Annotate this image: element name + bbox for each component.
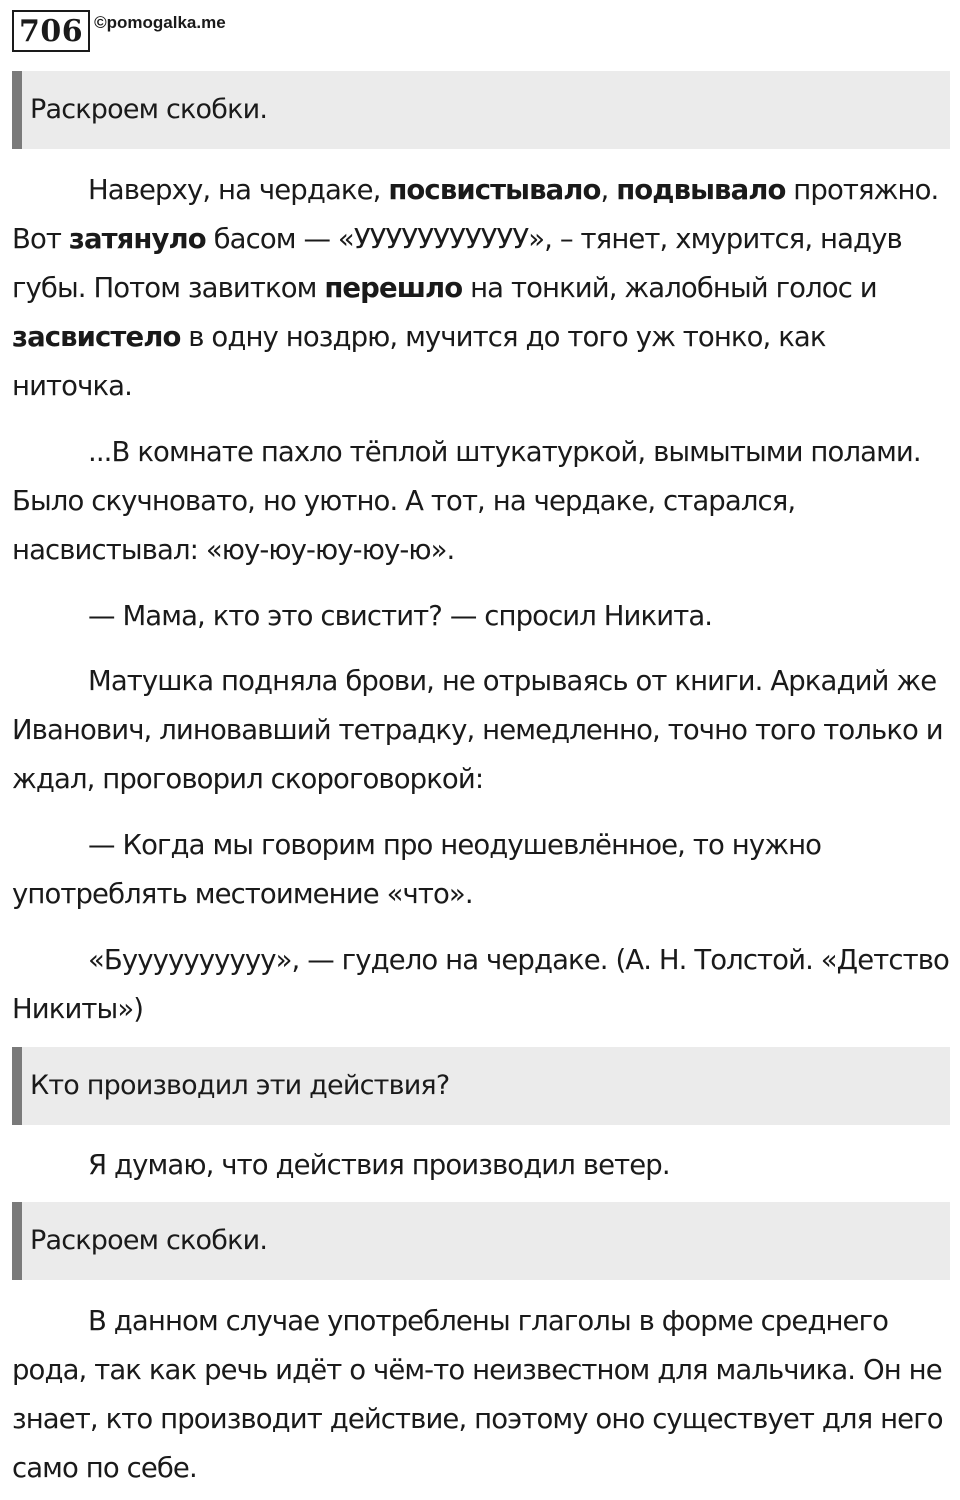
text-run: басом — «УУУУУУУУУУУ», – тянет, хмурится, надув губы. Потом завитком (12, 223, 902, 304)
text-run: Наверху, на чердаке, (88, 174, 389, 206)
task-number: 706 (12, 10, 90, 52)
text-paragraph-4: Матушка подняла брови, не отрываясь от книги. Аркадий же Иванович, линовавший тетрадку, немедленно, точно того только и ждал, проговорил скороговоркой: (12, 665, 943, 795)
section-heading-question: Кто производил эти действия? (12, 1047, 950, 1125)
text-paragraph-5: — Когда мы говорим про неодушевлённое, то нужно употреблять местоимение «что». (12, 829, 822, 910)
bold-verb: посвистывало (388, 174, 601, 206)
section-heading-open-brackets: Раскроем скобки. (12, 71, 950, 149)
bold-verb: засвистело (12, 321, 181, 353)
answer-paragraph-1: Я думаю, что действия производил ветер. (88, 1149, 670, 1181)
text-run: , (600, 174, 617, 206)
text-run: протяжно. Вот (12, 174, 939, 255)
text-paragraph-6: «Буууууууууу», — гудело на чердаке. (А. Н. Толстой. «Детство Никиты») (12, 944, 949, 1025)
section-heading-open-brackets-2: Раскроем скобки. (12, 1202, 950, 1280)
text-run: в одну ноздрю, мучится до того уж тонко, как ниточка. (12, 321, 826, 402)
text-run: на тонкий, жалобный голос и (462, 272, 877, 304)
bold-verb: перешло (324, 272, 463, 304)
brand-watermark: ©pomogalka.me (94, 13, 226, 32)
text-paragraph-2: ...В комнате пахло тёплой штукатуркой, вымытыми полами. Было скучновато, но уютно. А тот, на чердаке, старался, насвистывал: «юу-юу-юу-юу-ю». (12, 436, 921, 566)
answer-paragraph-2: В данном случае употреблены глаголы в форме среднего рода, так как речь идёт о чём-то неизвестном для мальчика. Он не знает, кто производит действие, поэтому оно существует для него само по себе. (12, 1305, 943, 1484)
text-paragraph-1 (12, 166, 952, 411)
bold-verb: затянуло (68, 223, 206, 255)
text-paragraph-3: — Мама, кто это свистит? — спросил Никита. (88, 600, 713, 632)
page-header (12, 10, 226, 54)
bold-verb: подвывало (616, 174, 786, 206)
